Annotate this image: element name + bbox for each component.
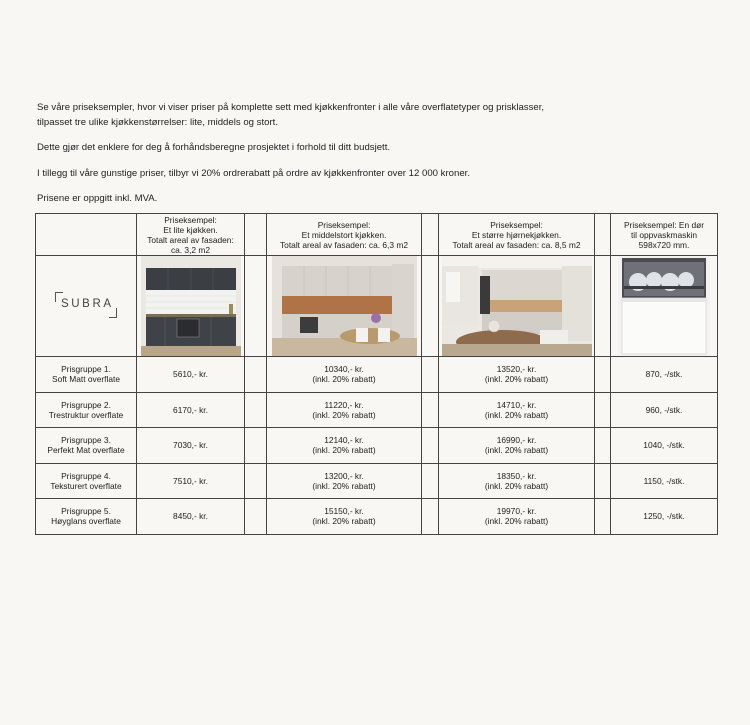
spacer-cell <box>245 392 267 428</box>
price-value: 8450,- kr. <box>173 511 208 522</box>
spacer-cell <box>595 463 611 499</box>
dishwasher-door-price <box>611 428 718 464</box>
header-line: Totalt areal av fasaden: ca. 6,3 m2 <box>279 239 409 250</box>
price-value: 11220,- kr. <box>324 399 364 410</box>
price-value: 7030,- kr. <box>173 440 208 451</box>
discount-note: (inkl. 20% rabatt) <box>312 480 376 491</box>
header-line: Priseksempel: <box>164 214 217 225</box>
small-kitchen-price <box>137 357 245 393</box>
spacer-cell <box>245 463 267 499</box>
small-kitchen-price <box>137 428 245 464</box>
spacer-cell <box>595 499 611 535</box>
intro-paragraph-3: I tillegg til våre gunstige priser, tilbyr vi 20% ordrerabatt på ordre av kjøkkenfronter over 12 000 kroner. <box>37 167 470 179</box>
spacer-cell <box>245 428 267 464</box>
price-value: 19970,- kr. <box>496 506 537 517</box>
price-value: 1150, -/stk. <box>643 475 685 486</box>
table-image-row <box>36 256 718 357</box>
intro-paragraph-4: Prisene er oppgitt inkl. MVA. <box>37 193 158 204</box>
header-line: Et lite kjøkken. <box>163 224 218 235</box>
price-group-label <box>36 392 137 428</box>
header-line: til oppvaskmaskin <box>630 229 698 240</box>
discount-note: (inkl. 20% rabatt) <box>312 445 376 456</box>
medium-kitchen-price <box>267 463 422 499</box>
large-kitchen-price <box>439 463 595 499</box>
spacer-cell <box>422 256 439 357</box>
subra-logo <box>55 292 117 318</box>
discount-note: (inkl. 20% rabatt) <box>484 445 549 456</box>
large-kitchen-photo-cell <box>439 256 595 357</box>
intro-paragraph-2: Dette gjør det enklere for deg å forhåndsberegne prosjektet i forhold til ditt budsjett. <box>37 142 391 153</box>
header-dishwasher-door <box>611 214 718 256</box>
large-kitchen-price <box>439 357 595 393</box>
table-row <box>36 392 718 428</box>
spacer-cell <box>422 463 439 499</box>
spacer-cell <box>595 392 611 428</box>
medium-kitchen-price <box>267 499 422 535</box>
price-group-label <box>36 428 137 464</box>
spacer-cell <box>422 392 439 428</box>
price-value: 12140,- kr. <box>324 435 364 446</box>
spacer-cell <box>422 428 439 464</box>
small-kitchen-price <box>137 463 245 499</box>
small-kitchen-photo-cell <box>137 256 245 357</box>
price-value: 1250, -/stk. <box>643 511 685 522</box>
table-row <box>36 428 718 464</box>
price-value: 960, -/stk. <box>645 404 683 415</box>
price-value: 13520,- kr. <box>496 364 537 375</box>
price-group-finish: Trestruktur overflate <box>48 409 124 420</box>
dishwasher-photo <box>618 256 710 356</box>
table-header-row <box>36 214 718 256</box>
small-kitchen-price <box>137 499 245 535</box>
large-kitchen-price <box>439 499 595 535</box>
table-row <box>36 463 718 499</box>
price-group-finish: Perfekt Mat overflate <box>47 445 125 456</box>
price-value: 5610,- kr. <box>173 369 208 380</box>
spacer-cell <box>245 256 267 357</box>
price-value: 14710,- kr. <box>496 399 537 410</box>
header-line: ca. 3,2 m2 <box>170 244 211 255</box>
discount-note: (inkl. 20% rabatt) <box>312 374 376 385</box>
price-value: 13200,- kr. <box>324 470 364 481</box>
price-group-finish: Soft Matt overflate <box>52 374 120 385</box>
discount-note: (inkl. 20% rabatt) <box>312 409 376 420</box>
price-value: 6170,- kr. <box>173 404 208 415</box>
medium-kitchen-price <box>267 357 422 393</box>
price-value: 1040, -/stk. <box>643 440 685 451</box>
large-kitchen-price <box>439 428 595 464</box>
large-kitchen-price <box>439 392 595 428</box>
header-empty-cell <box>36 214 137 256</box>
price-group-finish: Teksturert overflate <box>50 480 122 491</box>
header-line: 598x720 mm. <box>638 239 690 250</box>
spacer-cell <box>422 357 439 393</box>
discount-note: (inkl. 20% rabatt) <box>484 374 549 385</box>
logo-text: SUBRA <box>61 298 114 310</box>
table-row <box>36 357 718 393</box>
price-group-number: Prisgruppe 5. <box>61 506 111 517</box>
price-value: 18350,- kr. <box>496 470 537 481</box>
spacer-cell <box>422 499 439 535</box>
large-kitchen-photo <box>442 256 592 356</box>
spacer-cell <box>595 256 611 357</box>
header-line: Priseksempel: <box>317 219 371 230</box>
header-small-kitchen <box>137 214 245 256</box>
price-value: 16990,- kr. <box>496 435 537 446</box>
header-line: Priseksempel: En dør <box>623 219 705 230</box>
small-kitchen-photo <box>141 256 241 356</box>
table-row <box>36 499 718 535</box>
price-value: 870, -/stk. <box>645 369 683 380</box>
price-group-label <box>36 357 137 393</box>
small-kitchen-price <box>137 392 245 428</box>
price-value: 15150,- kr. <box>324 506 364 517</box>
spacer-cell <box>245 214 267 256</box>
intro-paragraph-1: Se våre priseksempler, hvor vi viser priser på komplette sett med kjøkkenfronter i alle våre overflatetyper og prisklasser, tilpasset tre ulike kjøkkenstørrelser: lite, middels og stort. <box>37 102 545 128</box>
discount-note: (inkl. 20% rabatt) <box>312 516 376 527</box>
price-group-number: Prisgruppe 4. <box>61 470 111 481</box>
header-line: Priseksempel: <box>490 219 543 230</box>
price-value: 10340,- kr. <box>324 364 364 375</box>
medium-kitchen-price <box>267 392 422 428</box>
medium-kitchen-photo <box>272 256 417 356</box>
logo-cell <box>36 256 137 357</box>
spacer-cell <box>595 214 611 256</box>
header-line: Totalt areal av fasaden: <box>147 234 234 245</box>
header-line: Et større hjørnekjøkken. <box>471 229 562 240</box>
price-group-number: Prisgruppe 3. <box>61 435 111 446</box>
price-group-label <box>36 463 137 499</box>
medium-kitchen-photo-cell <box>267 256 422 357</box>
dishwasher-photo-cell <box>611 256 718 357</box>
discount-note: (inkl. 20% rabatt) <box>484 480 549 491</box>
spacer-cell <box>245 499 267 535</box>
medium-kitchen-price <box>267 428 422 464</box>
discount-note: (inkl. 20% rabatt) <box>484 409 549 420</box>
header-large-kitchen <box>439 214 595 256</box>
dishwasher-door-price <box>611 499 718 535</box>
header-line: Et middelstort kjøkken. <box>301 229 387 240</box>
header-line: Totalt areal av fasaden: ca. 8,5 m2 <box>452 239 581 250</box>
intro-text <box>37 101 557 218</box>
price-group-label <box>36 499 137 535</box>
price-group-finish: Høyglans overflate <box>51 516 121 527</box>
discount-note: (inkl. 20% rabatt) <box>484 516 549 527</box>
spacer-cell <box>595 428 611 464</box>
dishwasher-door-price <box>611 463 718 499</box>
spacer-cell <box>422 214 439 256</box>
dishwasher-door-price <box>611 357 718 393</box>
price-value: 7510,- kr. <box>173 475 208 486</box>
price-group-number: Prisgruppe 2. <box>61 399 111 410</box>
dishwasher-door-price <box>611 392 718 428</box>
price-group-number: Prisgruppe 1. <box>61 364 111 375</box>
price-table <box>35 213 718 535</box>
spacer-cell <box>245 357 267 393</box>
spacer-cell <box>595 357 611 393</box>
header-medium-kitchen <box>267 214 422 256</box>
